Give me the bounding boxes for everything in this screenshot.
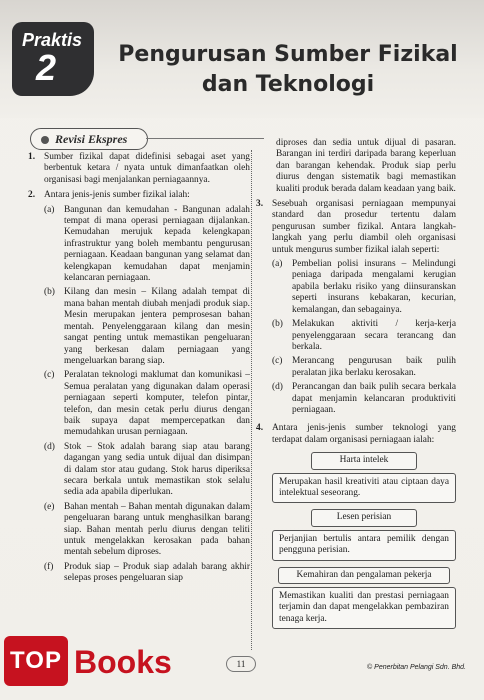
sub-text: Perancangan dan baik pulih secara berkala dapat menjamin kelancaran produktiviti perniagaan. — [292, 382, 456, 415]
sub-item — [44, 287, 250, 367]
sub-item — [272, 259, 456, 316]
sub-text: Melakukan aktiviti / kerja-kerja penyelenggaraan secara terancang dan berkala. — [292, 319, 456, 352]
list-item — [256, 423, 456, 632]
item-intro: Antara jenis-jenis sumber teknologi yang terdapat dalam organisasi perniagaan ialah: — [272, 423, 456, 445]
sub-item — [44, 370, 250, 438]
sub-item — [272, 319, 456, 353]
chapter-header — [0, 0, 484, 118]
item-intro: Sesebuah organisasi perniagaan mempunyai standard dan prosedur tertentu dalam pengurusan sumber fizikal. Antara langkah-langkah yang perlu diambil oleh organisasi untuk mengurus sumber fizikal ialah seperti: — [272, 199, 456, 255]
item-number: 3. — [256, 199, 264, 210]
sub-text: Produk siap – Produk siap adalah barang akhir selepas proses pengeluaran siap — [64, 561, 250, 584]
tech-box-body: Memastikan kualiti dan prestasi perniagaan terjamin dan dapat mengelakkan pembaziran tenaga kerja. — [272, 587, 456, 629]
sub-text: Kilang dan mesin – Kilang adalah tempat di mana bahan mentah diubah menjadi produk siap. Mesin merupakan jentera pemprosesan bahan mentah. Penyelenggaraan kilang dan mesin sangat penting untuk memastikan pengeluaran yang berkesan dalam perniagaan yang mengeluarkan barang siap. — [64, 287, 250, 366]
logo-books-text: Books — [74, 644, 172, 680]
list-item — [28, 152, 250, 186]
sub-item — [272, 382, 456, 416]
sub-item — [272, 356, 456, 379]
sub-letter: (a) — [44, 204, 55, 215]
sub-text: Stok – Stok adalah barang siap atau barang dagangan yang sedia untuk dijual dan disimpan di dalam stor atau gudang. Stok harus diperiksa secara berkala untuk memastikan stok selalu sedia ada apabila diperlukan. — [64, 441, 250, 498]
right-column — [256, 138, 456, 636]
tech-box-title: Kemahiran dan pengalaman pekerja — [278, 567, 450, 584]
sub-item — [44, 205, 250, 285]
sub-letter: (f) — [44, 561, 54, 572]
revisi-ekspres-label — [30, 128, 148, 150]
tech-box-body: Merupakan hasil kreativiti atau ciptaan daya intelektual seseorang. — [272, 473, 456, 504]
sub-letter: (a) — [272, 259, 283, 270]
tech-box-title: Lesen perisian — [311, 509, 417, 526]
sub-letter: (c) — [272, 356, 283, 367]
chapter-title-line1: Pengurusan Sumber Fizikal — [118, 42, 458, 67]
sub-item — [44, 442, 250, 499]
tech-box-body: Perjanjian bertulis antara pemilik dengan pengguna perisian. — [272, 530, 456, 561]
sub-letter: (d) — [272, 382, 283, 393]
tech-box-title: Harta intelek — [311, 452, 417, 469]
item-text: Sumber fizikal dapat didefinisi sebagai aset yang berbentuk ketara / nyata untuk dimanfaatkan oleh organisasi bagi menjalankan perniagaannya. — [44, 152, 250, 185]
item-text — [272, 199, 456, 419]
list-item — [28, 190, 250, 587]
publisher-credit: © Penerbitan Pelangi Sdn. Bhd. — [367, 664, 466, 671]
item-number: 2. — [28, 190, 36, 201]
revisi-ekspres-text: Revisi Ekspres — [55, 132, 128, 146]
page-number: 11 — [226, 656, 256, 672]
sub-text: Peralatan teknologi maklumat dan komunikasi – Semua peralatan yang digunakan dalam operasi perniagaan seperti komputer, telefon pintar, telefon, dan mesin cetak perlu diurus dengan baik supaya dapat mempercepatkan dan memudahkan urusan perniagaan. — [64, 370, 250, 438]
praktis-label: Praktis — [22, 30, 83, 50]
item-intro: Antara jenis-jenis sumber fizikal ialah: — [44, 190, 190, 201]
left-column — [28, 152, 250, 592]
item-text — [44, 190, 250, 587]
item-number: 4. — [256, 423, 264, 434]
sub-letter: (e) — [44, 501, 55, 512]
logo-top-text: TOP — [4, 636, 68, 686]
column-divider — [251, 150, 252, 650]
praktis-number: 2 — [36, 47, 57, 88]
topbooks-logo — [4, 636, 200, 694]
header-rule — [146, 138, 264, 139]
sub-text: Pembelian polisi insurans – Melindungi peniaga daripada mengalami kerugian apabila berlaku risiko yang diinsuranskan seperti insurans kebakaran, kecurian, kemalangan, dan sebagainya. — [292, 259, 456, 315]
list-item — [256, 199, 456, 419]
sub-letter: (c) — [44, 370, 55, 381]
continued-text: diproses dan sedia untuk dijual di pasaran. Barangan ini terdiri daripada barang keperluan dan barangan kehendak. Produk siap perlu diurus dengan sistematik bagi memastikan kualiti produk berada dalam keadaan yang baik. — [276, 138, 456, 194]
item-text — [272, 423, 456, 632]
sub-letter: (b) — [44, 287, 55, 298]
sub-item — [44, 502, 250, 559]
sub-item — [44, 562, 250, 585]
sub-text: Bahan mentah – Bahan mentah digunakan dalam pengeluaran barang untuk menghasilkan barang siap. Bahan mentah perlu diurus dengan teliti untuk mengelakkan kerosakan pada bahan mentah sebelum diproses. — [64, 501, 250, 558]
chapter-title — [108, 40, 468, 100]
sub-text: Merancang pengurusan baik pulih peralatan jika berlaku kerosakan. — [292, 356, 456, 378]
item-number: 1. — [28, 152, 36, 162]
sub-letter: (d) — [44, 441, 55, 452]
sub-letter: (b) — [272, 319, 283, 330]
bullet-icon — [41, 136, 49, 144]
chapter-title-line2: dan Teknologi — [201, 72, 375, 97]
sub-text: Bangunan dan kemudahan - Bangunan adalah tempat di mana operasi perniagaan dijalankan. Kemudahan merujuk kepada kelengkapan infrastruktur yang boleh membantu pengurusan perniagaan. Keadaan bangunan yang selamat dan kelengkapan kemudahan dapat menjamin kelancaran perniagaan. — [64, 204, 250, 284]
